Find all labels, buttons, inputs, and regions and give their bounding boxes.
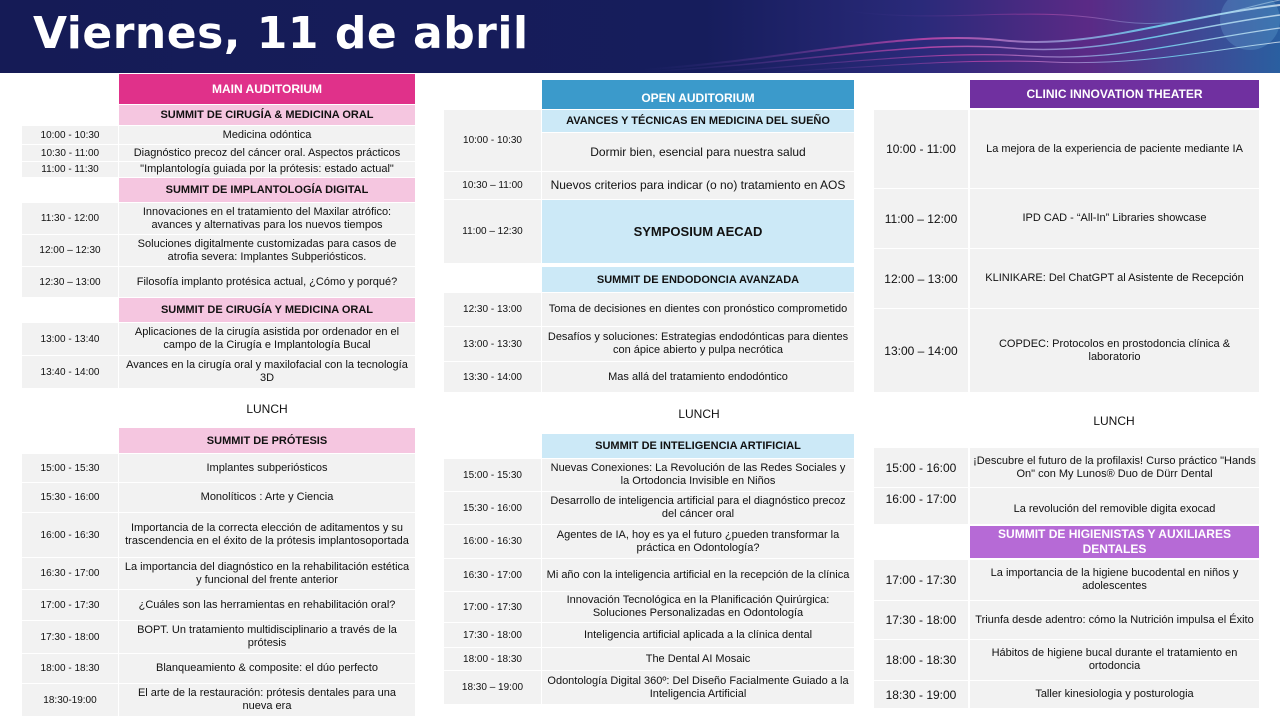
schedule-row bbox=[444, 492, 854, 524]
schedule-row bbox=[874, 681, 1259, 708]
lunch-break: LUNCH bbox=[246, 402, 288, 416]
schedule-row bbox=[444, 172, 854, 199]
time-slot: 11:00 - 11:30 bbox=[22, 162, 118, 177]
schedule-row bbox=[22, 162, 415, 177]
time-slot: 10:30 – 11:00 bbox=[444, 172, 541, 199]
schedule-row bbox=[444, 362, 854, 392]
schedule-row bbox=[22, 558, 415, 589]
time-slot: 11:30 - 12:00 bbox=[22, 203, 118, 234]
session-title: ¿Cuáles son las herramientas en rehabilitación oral? bbox=[119, 590, 415, 620]
session-title: Nuevos criterios para indicar (o no) tratamiento en AOS bbox=[542, 172, 854, 199]
time-slot: 12:30 - 13:00 bbox=[444, 293, 541, 326]
schedule-row bbox=[22, 356, 415, 388]
schedule-row bbox=[22, 267, 415, 297]
time-slot: 10:30 - 11:00 bbox=[22, 145, 118, 161]
time-slot: 18:00 - 18:30 bbox=[874, 640, 968, 680]
schedule-row bbox=[444, 559, 854, 591]
schedule-row bbox=[444, 110, 854, 171]
time-slot: 10:00 - 10:30 bbox=[22, 126, 118, 144]
time-slot: 15:00 - 16:00 bbox=[874, 448, 968, 487]
column-open-auditorium bbox=[444, 0, 854, 720]
schedule-row bbox=[874, 640, 1259, 680]
schedule-row bbox=[874, 249, 1259, 308]
schedule-row bbox=[22, 483, 415, 512]
time-slot: 12:00 – 12:30 bbox=[22, 235, 118, 266]
session-title: "Implantología guiada por la prótesis: estado actual" bbox=[119, 162, 415, 177]
schedule-row bbox=[444, 293, 854, 326]
summit-header: SUMMIT DE INTELIGENCIA ARTIFICIAL bbox=[542, 434, 854, 458]
summit-header: SUMMIT DE IMPLANTOLOGÍA DIGITAL bbox=[119, 178, 415, 202]
summit-header: SUMMIT DE PRÓTESIS bbox=[119, 428, 415, 453]
session-title: Nuevas Conexiones: La Revolución de las Redes Sociales y la Ortodoncia Invisible en Niños bbox=[542, 459, 854, 491]
schedule-row bbox=[444, 200, 854, 263]
column-main-auditorium bbox=[22, 0, 415, 720]
time-slot: 17:00 - 17:30 bbox=[874, 560, 968, 600]
session-title: Blanqueamiento & composite: el dúo perfecto bbox=[119, 654, 415, 683]
schedule-row bbox=[874, 601, 1259, 639]
schedule-row bbox=[444, 525, 854, 558]
session-title: Taller kinesiologia y posturologia bbox=[970, 681, 1259, 708]
lunch-break: LUNCH bbox=[678, 407, 720, 421]
time-slot: 12:00 – 13:00 bbox=[874, 249, 968, 308]
session-title: Toma de decisiones en dientes con pronóstico comprometido bbox=[542, 293, 854, 326]
session-title: La revolución del removible digita exocad bbox=[970, 488, 1259, 524]
time-slot: 18:30 – 19:00 bbox=[444, 671, 541, 704]
lunch-break: LUNCH bbox=[1093, 414, 1135, 428]
session-title: Diagnóstico precoz del cáncer oral. Aspectos prácticos bbox=[119, 145, 415, 161]
session-title: Avances en la cirugía oral y maxilofacial con la tecnología 3D bbox=[119, 356, 415, 388]
session-title: SYMPOSIUM AECAD bbox=[542, 200, 854, 263]
time-slot: 10:00 - 11:00 bbox=[874, 110, 968, 188]
session-title: Monolíticos : Arte y Ciencia bbox=[119, 483, 415, 512]
time-slot: 15:30 - 16:00 bbox=[444, 492, 541, 524]
session-title: Mas allá del tratamiento endodóntico bbox=[542, 362, 854, 392]
time-slot: 16:00 - 16:30 bbox=[22, 513, 118, 557]
column-clinic-innovation-theater bbox=[874, 0, 1259, 720]
schedule-row bbox=[22, 235, 415, 266]
time-slot: 12:30 – 13:00 bbox=[22, 267, 118, 297]
session-title: IPD CAD - “All-In” Libraries showcase bbox=[970, 189, 1259, 248]
time-slot: 18:00 - 18:30 bbox=[22, 654, 118, 683]
time-slot: 18:30 - 19:00 bbox=[874, 681, 968, 708]
summit-header: SUMMIT DE CIRUGÍA & MEDICINA ORAL bbox=[119, 105, 415, 125]
session-title: Dormir bien, esencial para nuestra salud bbox=[542, 133, 854, 171]
session-title: Innovaciones en el tratamiento del Maxilar atrófico: avances y alternativas para los nuevos tiempos bbox=[119, 203, 415, 234]
time-slot: 13:40 - 14:00 bbox=[22, 356, 118, 388]
session-title: Mi año con la inteligencia artificial en la recepción de la clínica bbox=[542, 559, 854, 591]
session-title: Soluciones digitalmente customizadas para casos de atrofia severa: Implantes Subperiósticos. bbox=[119, 235, 415, 266]
room-header-main-auditorium: MAIN AUDITORIUM bbox=[119, 74, 415, 104]
time-slot: 17:30 - 18:00 bbox=[874, 601, 968, 639]
schedule-row bbox=[22, 513, 415, 557]
schedule-row bbox=[22, 621, 415, 653]
session-title: La importancia de la higiene bucodental en niños y adolescentes bbox=[970, 560, 1259, 600]
summit-header: SUMMIT DE CIRUGÍA Y MEDICINA ORAL bbox=[119, 298, 415, 322]
schedule-row bbox=[874, 309, 1259, 392]
schedule-row bbox=[22, 654, 415, 683]
time-slot: 15:30 - 16:00 bbox=[22, 483, 118, 512]
session-title: Medicina odóntica bbox=[119, 126, 415, 144]
session-title: BOPT. Un tratamiento multidisciplinario a través de la prótesis bbox=[119, 621, 415, 653]
schedule-row bbox=[444, 327, 854, 361]
schedule-row bbox=[874, 448, 1259, 487]
schedule-row bbox=[22, 684, 415, 716]
session-title: Importancia de la correcta elección de aditamentos y su trascendencia en el éxito de la prótesis implantosoportada bbox=[119, 513, 415, 557]
schedule-row bbox=[22, 145, 415, 161]
session-title: Hábitos de higiene bucal durante el tratamiento en ortodoncia bbox=[970, 640, 1259, 680]
time-slot: 18:30-19:00 bbox=[22, 684, 118, 716]
time-slot: 13:00 - 13:30 bbox=[444, 327, 541, 361]
time-slot: 11:00 – 12:30 bbox=[444, 200, 541, 263]
time-slot: 16:00 - 17:00 bbox=[874, 488, 968, 524]
session-title: Aplicaciones de la cirugía asistida por ordenador en el campo de la Cirugía e Implantología Bucal bbox=[119, 323, 415, 355]
time-slot: 18:00 - 18:30 bbox=[444, 648, 541, 670]
schedule-row bbox=[444, 592, 854, 622]
time-slot: 16:30 - 17:00 bbox=[444, 559, 541, 591]
summit-header: SUMMIT DE ENDODONCIA AVANZADA bbox=[542, 267, 854, 292]
schedule-row bbox=[874, 110, 1259, 188]
schedule-row bbox=[22, 454, 415, 482]
schedule-row bbox=[22, 590, 415, 620]
schedule-row bbox=[874, 560, 1259, 600]
schedule-row bbox=[874, 488, 1259, 524]
time-slot: 10:00 - 10:30 bbox=[444, 110, 541, 171]
time-slot: 15:00 - 15:30 bbox=[22, 454, 118, 482]
time-slot: 13:00 - 13:40 bbox=[22, 323, 118, 355]
session-title: La mejora de la experiencia de paciente mediante IA bbox=[970, 110, 1259, 188]
session-title: Implantes subperiósticos bbox=[119, 454, 415, 482]
time-slot: 17:00 - 17:30 bbox=[22, 590, 118, 620]
session-title: ¡Descubre el futuro de la profilaxis! Curso práctico "Hands On" con My Lunos® Duo de Dürr Dental bbox=[970, 448, 1259, 487]
session-title: Filosofía implanto protésica actual, ¿Cómo y porqué? bbox=[119, 267, 415, 297]
schedule-row bbox=[22, 203, 415, 234]
time-slot: 16:30 - 17:00 bbox=[22, 558, 118, 589]
session-title: La importancia del diagnóstico en la rehabilitación estética y funcional del frente anterior bbox=[119, 558, 415, 589]
time-slot: 15:00 - 15:30 bbox=[444, 459, 541, 491]
summit-header: SUMMIT DE HIGIENISTAS Y AUXILIARES DENTALES bbox=[970, 526, 1259, 558]
schedule-row bbox=[22, 323, 415, 355]
schedule-row bbox=[444, 671, 854, 704]
session-title: The Dental AI Mosaic bbox=[542, 648, 854, 670]
session-title: Odontología Digital 360º: Del Diseño Facialmente Guiado a la Inteligencia Artificial bbox=[542, 671, 854, 704]
schedule-row bbox=[444, 459, 854, 491]
schedule-row bbox=[874, 189, 1259, 248]
session-title: Desafíos y soluciones: Estrategias endodónticas para dientes con ápice abierto y pulpa necrótica bbox=[542, 327, 854, 361]
session-title: Innovación Tecnológica en la Planificación Quirúrgica: Soluciones Personalizadas en Odontología bbox=[542, 592, 854, 622]
page-title: Viernes, 11 de abril bbox=[33, 8, 529, 59]
time-slot: 11:00 – 12:00 bbox=[874, 189, 968, 248]
session-title: Inteligencia artificial aplicada a la clínica dental bbox=[542, 623, 854, 647]
session-title: Desarrollo de inteligencia artificial para el diagnóstico precoz del cáncer oral bbox=[542, 492, 854, 524]
schedule-row bbox=[22, 126, 415, 144]
time-slot: 17:30 - 18:00 bbox=[22, 621, 118, 653]
room-header-open-auditorium: OPEN AUDITORIUM bbox=[542, 80, 854, 109]
session-title: Agentes de IA, hoy es ya el futuro ¿pueden transformar la práctica en Odontología? bbox=[542, 525, 854, 558]
time-slot: 13:00 – 14:00 bbox=[874, 309, 968, 392]
room-header-clinic-innovation-theater: CLINIC INNOVATION THEATER bbox=[970, 80, 1259, 108]
time-slot: 17:30 - 18:00 bbox=[444, 623, 541, 647]
session-title: COPDEC: Protocolos en prostodoncia clínica & laboratorio bbox=[970, 309, 1259, 392]
schedule-row bbox=[444, 648, 854, 670]
summit-header: AVANCES Y TÉCNICAS EN MEDICINA DEL SUEÑO bbox=[542, 110, 854, 132]
session-title: Triunfa desde adentro: cómo la Nutrición impulsa el Éxito bbox=[970, 601, 1259, 639]
schedule-row bbox=[444, 623, 854, 647]
time-slot: 16:00 - 16:30 bbox=[444, 525, 541, 558]
time-slot: 13:30 - 14:00 bbox=[444, 362, 541, 392]
session-title: El arte de la restauración: prótesis dentales para una nueva era bbox=[119, 684, 415, 716]
time-slot: 17:00 - 17:30 bbox=[444, 592, 541, 622]
session-title: KLINIKARE: Del ChatGPT al Asistente de Recepción bbox=[970, 249, 1259, 308]
